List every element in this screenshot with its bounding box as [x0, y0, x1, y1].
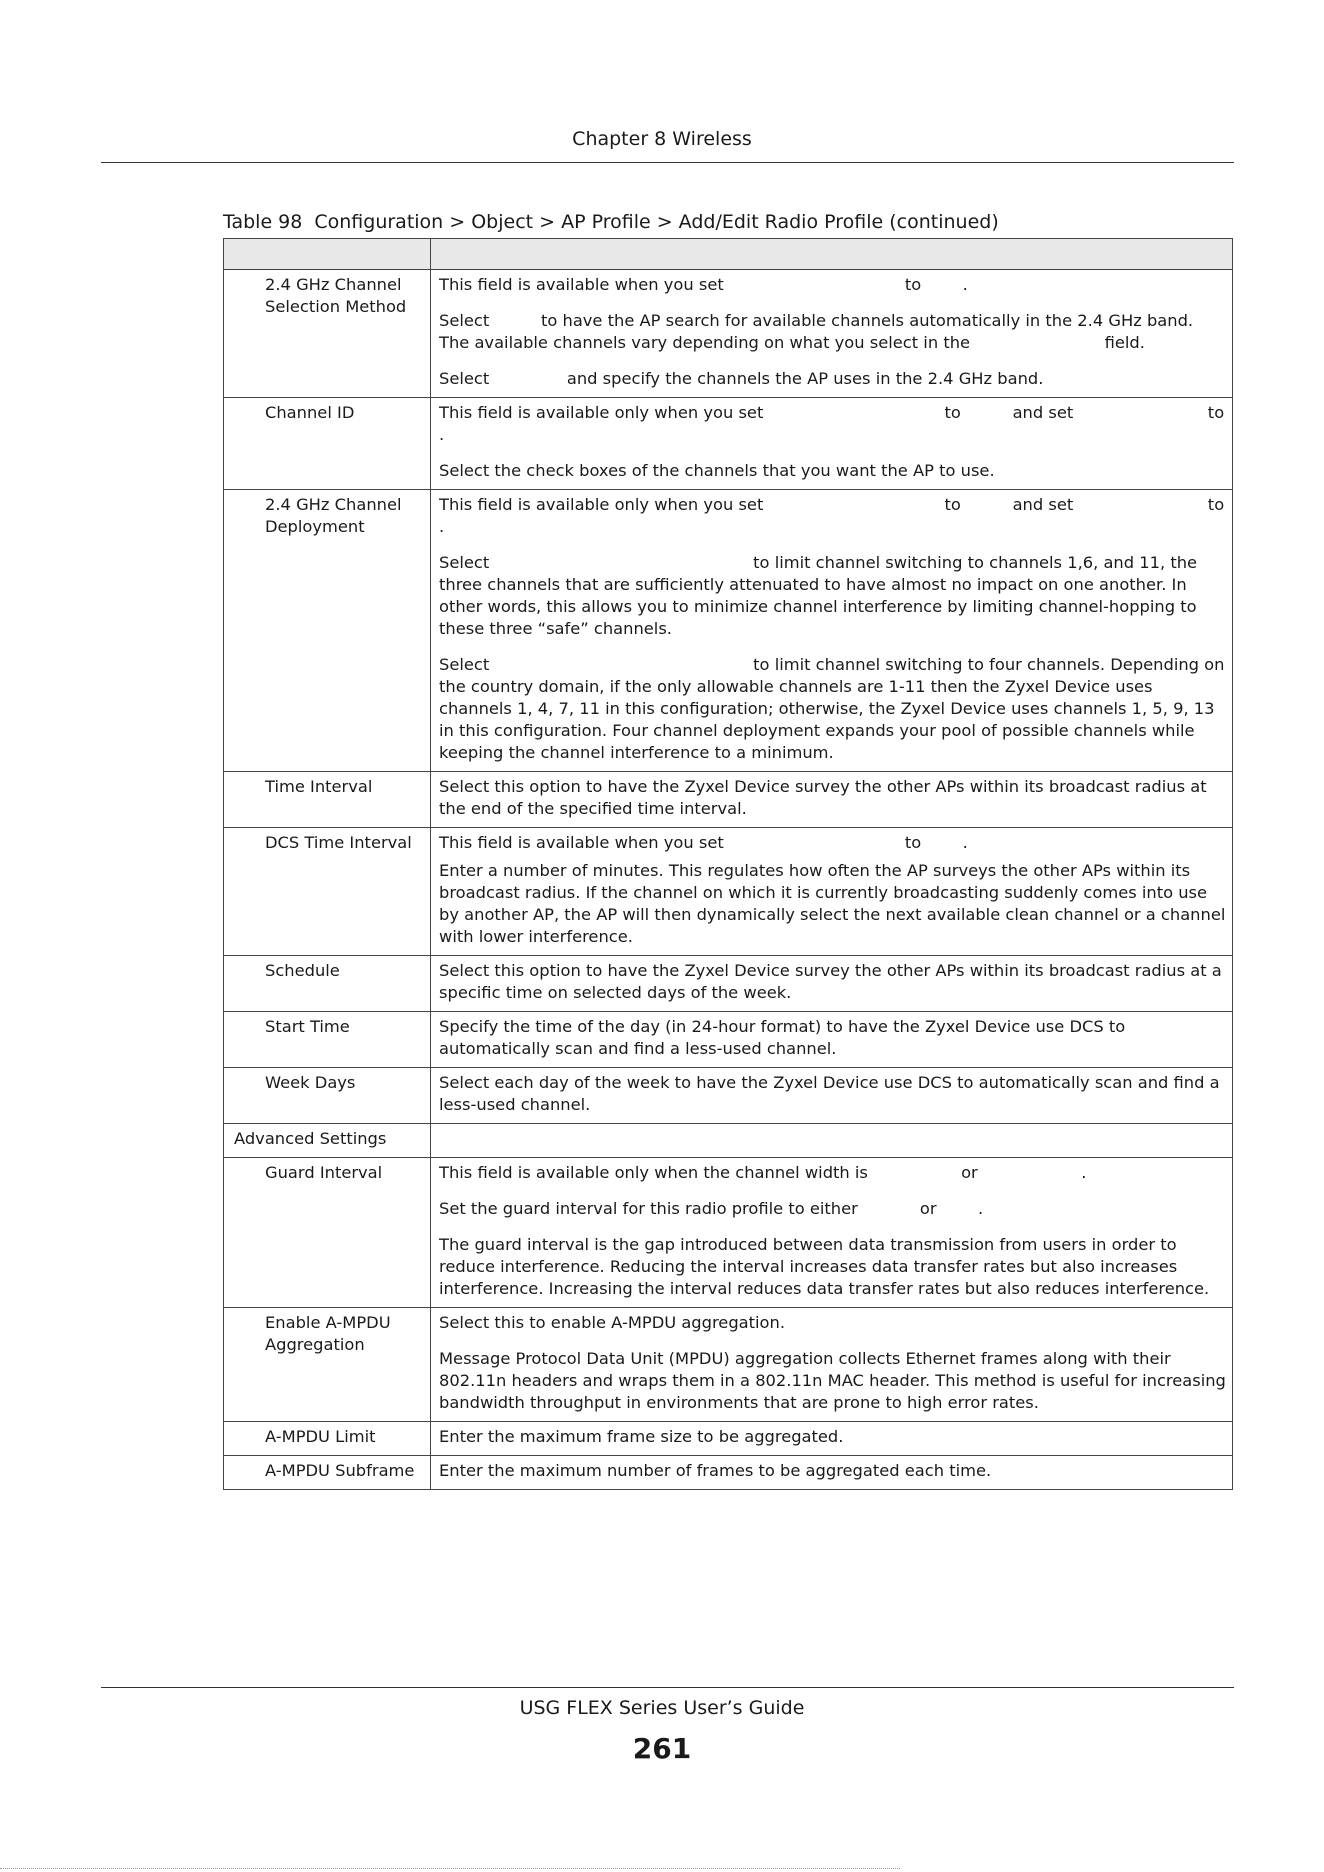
page-number: 261 [632, 1732, 692, 1765]
chapter-header: Chapter 8 Wireless [572, 128, 752, 150]
header-rule [101, 162, 1234, 163]
description-paragraph: Select this option to have the Zyxel Device survey the other APs within its broadcast radius at the end of the specified time interval. [439, 777, 1212, 818]
field-description-cell [431, 1308, 1233, 1422]
field-label: Start Time [265, 1017, 350, 1036]
table-row [224, 1124, 1233, 1158]
field-label: Schedule [265, 961, 340, 980]
field-description-cell [431, 1422, 1233, 1456]
table-caption [223, 211, 999, 233]
description-paragraph: This field is available only when the channel width is or . [439, 1163, 1087, 1182]
field-label-cell [224, 1124, 431, 1158]
description-paragraph [439, 1128, 1226, 1150]
field-description-cell [431, 398, 1297, 490]
field-label: Week Days [265, 1073, 356, 1092]
field-label-cell [224, 1158, 431, 1308]
description-paragraph: Select each day of the week to have the Zyxel Device use DCS to automatically scan and find a less-used channel. [439, 1073, 1225, 1114]
header-cell-description [431, 239, 1233, 270]
field-label: A-MPDU Subframe [265, 1461, 415, 1480]
description-paragraph: Set the guard interval for this radio profile to either or . [439, 1199, 984, 1218]
field-label-cell [224, 1422, 431, 1456]
table-row [224, 772, 1233, 828]
table-row [224, 490, 1233, 772]
description-paragraph: Select to have the AP search for available channels automatically in the 2.4 GHz band. The available channels vary depending on what you select in the field. [439, 311, 1199, 352]
field-label-cell [224, 270, 431, 398]
table-row [224, 1012, 1233, 1068]
field-description-cell [431, 1012, 1233, 1068]
description-paragraph: Select to limit channel switching to channels 1,6, and 11, the three channels that are sufficiently attenuated to have almost no impact on one another. In other words, this allows you to minimize channel interference by limiting channel-hopping to these three “safe” channels. [439, 553, 1203, 638]
description-paragraph: Select to limit channel switching to four channels. Depending on the country domain, if the only allowable channels are 1-11 then the Zyxel Device uses channels 1, 4, 7, 11 in this configuration; otherwise, the Zyxel Device uses channels 1, 5, 9, 13 in this configuration. Four channel deployment expands your pool of possible channels while keeping the channel interference to a minimum. [439, 655, 1230, 762]
field-description-cell [431, 270, 1233, 398]
field-label-cell [224, 1068, 431, 1124]
table-row [224, 1422, 1233, 1456]
field-label: Guard Interval [265, 1163, 383, 1182]
field-description-cell [431, 772, 1233, 828]
field-label-cell [224, 1456, 431, 1490]
field-label: Advanced Settings [234, 1129, 387, 1148]
field-label: Channel ID [265, 403, 355, 422]
description-paragraph: This field is available when you set to . [439, 833, 968, 852]
field-label: 2.4 GHz Channel Deployment [265, 495, 402, 536]
description-paragraph: Select this option to have the Zyxel Device survey the other APs within its broadcast radius at a specific time on selected days of the week. [439, 961, 1227, 1002]
table-number: Table 98 [223, 211, 303, 233]
field-label-cell [224, 1308, 431, 1422]
radio-profile-table [223, 238, 1297, 1490]
field-label: Time Interval [265, 777, 373, 796]
field-label-cell [224, 772, 431, 828]
field-description-cell [431, 1068, 1233, 1124]
description-paragraph: Select this to enable A-MPDU aggregation. [439, 1313, 785, 1332]
description-paragraph: The guard interval is the gap introduced between data transmission from users in order to reduce interference. Reducing the interval increases data transfer rates but also increases interference. Increasing the interval reduces data transfer rates but also reduces interference. [439, 1235, 1210, 1298]
description-paragraph: This field is available only when you set to and set to . [439, 403, 1297, 444]
field-description-cell [431, 1456, 1233, 1490]
field-label: A-MPDU Limit [265, 1427, 376, 1446]
field-label-cell [224, 956, 431, 1012]
description-paragraph: Specify the time of the day (in 24-hour format) to have the Zyxel Device use DCS to automatically scan and find a less-used channel. [439, 1017, 1131, 1058]
field-label-cell [224, 398, 431, 490]
description-paragraph: Enter a number of minutes. This regulates how often the AP surveys the other APs within its broadcast radius. If the channel on which it is currently broadcasting suddenly comes into use by another AP, the AP will then dynamically select the next available clean channel or a channel with lower interference. [439, 861, 1231, 946]
table-row [224, 1158, 1233, 1308]
footer-guide-title: USG FLEX Series User’s Guide [519, 1697, 805, 1719]
field-label-cell [224, 1012, 431, 1068]
scan-artifact-line [0, 1868, 900, 1869]
table-header-row [224, 239, 1233, 270]
table-row [224, 1068, 1233, 1124]
description-paragraph: This field is available when you set to . [439, 275, 968, 294]
description-paragraph: Select the check boxes of the channels that you want the AP to use. [439, 461, 995, 480]
field-description-cell [431, 1124, 1233, 1158]
field-label: DCS Time Interval [265, 833, 412, 852]
description-paragraph: Message Protocol Data Unit (MPDU) aggregation collects Ethernet frames along with their 802.11n headers and wraps them in a 802.11n MAC header. This method is useful for increasing bandwidth throughput in environments that are prone to high error rates. [439, 1349, 1232, 1412]
table-row [224, 270, 1233, 398]
table-row [224, 398, 1233, 490]
field-description-cell [431, 1158, 1233, 1308]
field-description-cell [431, 956, 1233, 1012]
field-description-cell [431, 828, 1233, 956]
table-row [224, 956, 1233, 1012]
header-cell-label [224, 239, 431, 270]
field-label-cell [224, 828, 431, 956]
description-paragraph: Enter the maximum frame size to be aggregated. [439, 1427, 844, 1446]
field-label: 2.4 GHz Channel Selection Method [265, 275, 407, 316]
table-title: Configuration > Object > AP Profile > Add/Edit Radio Profile (continued) [314, 211, 999, 233]
footer-rule [101, 1687, 1234, 1688]
table-row [224, 1456, 1233, 1490]
field-label: Enable A-MPDU Aggregation [265, 1313, 391, 1354]
description-paragraph: Enter the maximum number of frames to be aggregated each time. [439, 1461, 992, 1480]
description-paragraph: This field is available only when you set to and set to . [439, 495, 1266, 536]
description-paragraph: Select and specify the channels the AP uses in the 2.4 GHz band. [439, 369, 1044, 388]
field-label-cell [224, 490, 431, 772]
field-description-cell [431, 490, 1266, 772]
table-row [224, 828, 1233, 956]
table-row [224, 1308, 1233, 1422]
